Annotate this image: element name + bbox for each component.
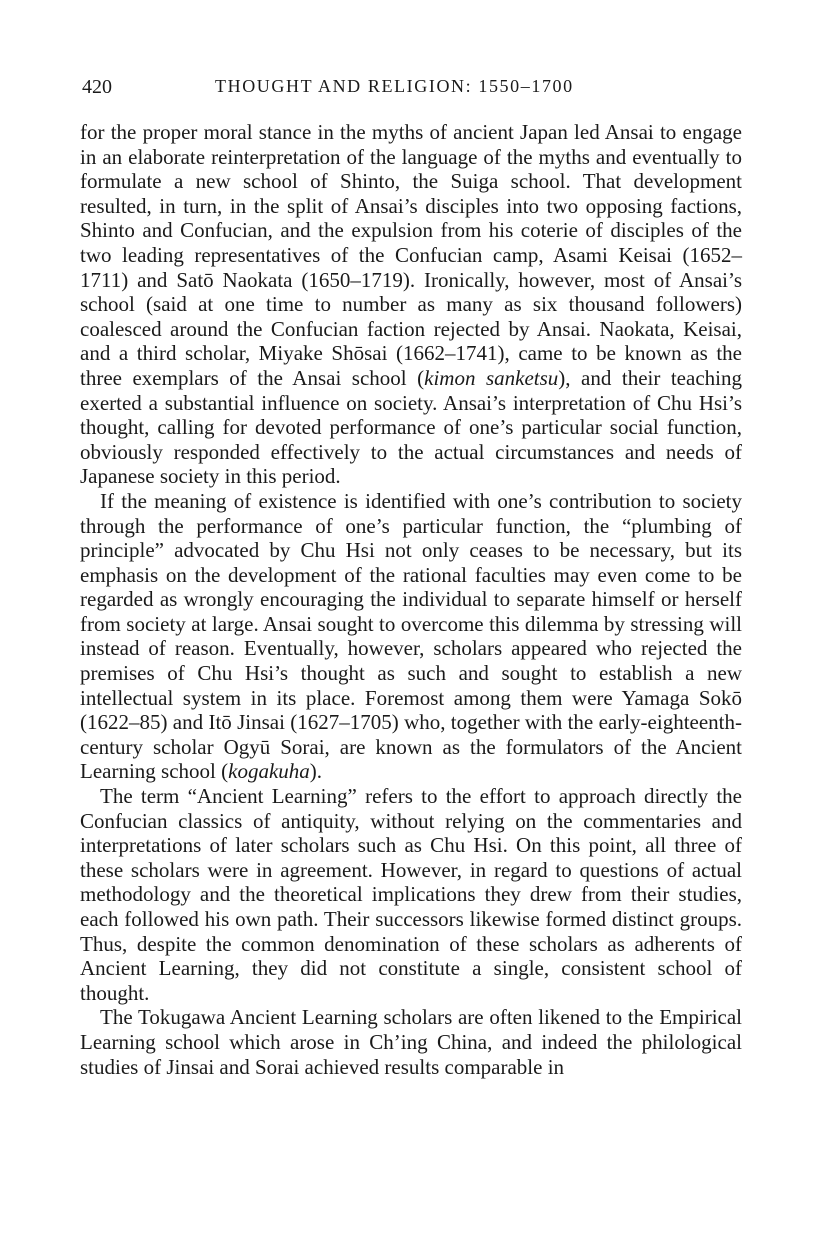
body-text bbox=[80, 120, 742, 1079]
paragraph-4 bbox=[80, 1005, 742, 1079]
paragraph-2-text-a: If the meaning of existence is identified with one’s contribution to society through the performance of one’s particular function, the “plumbing of principle” advocated by Chu Hsi not only ceases to be necessary, but its emphasis on the development of the rational faculties may even come to be regarded as wrongly encouraging the individual to separate himself or herself from society at large. Ansai sought to overcome this dilemma by stressing will instead of reason. Eventually, however, scholars appeared who rejected the premises of Chu Hsi’s thought as such and sought to establish a new intellectual system in its place. Foremost among them were Yamaga Sokō (1622–85) and Itō Jinsai (1627–1705) who, together with the early-eighteenth-century scholar Ogyū Sorai, are known as the formulators of the Ancient Learning school ( bbox=[80, 488, 742, 784]
paragraph-4-text: The Tokugawa Ancient Learning scholars are often likened to the Empirical Learning school which arose in Ch’ing China, and indeed the philological studies of Jinsai and Sorai achieved results comparable in bbox=[80, 1005, 742, 1079]
paragraph-1-term-kimon-sanketsu: kimon sanketsu bbox=[424, 365, 559, 390]
page-number: 420 bbox=[82, 76, 112, 98]
book-page bbox=[80, 72, 742, 1079]
paragraph-3-text: The term “Ancient Learning” refers to the effort to approach directly the Confucian classics of antiquity, without relying on the commentaries and interpretations of later scholars such as Chu Hsi. On this point, all three of these scholars were in agreement. However, in regard to questions of actual methodology and the theoretical implications they drew from their studies, each followed his own path. Their successors likewise formed distinct groups. Thus, despite the common denomination of these scholars as adherents of Ancient Learning, they did not constitute a single, consistent school of thought. bbox=[80, 784, 742, 1005]
paragraph-1 bbox=[80, 120, 742, 489]
chapter-title: THOUGHT AND RELIGION: 1550–1700 bbox=[215, 76, 574, 96]
paragraph-2 bbox=[80, 489, 742, 784]
paragraph-1-text-a: for the proper moral stance in the myths of ancient Japan led Ansai to engage in an elaborate reinterpretation of the language of the myths and eventually to formulate a new school of Shinto, the Suiga school. That development resulted, in turn, in the split of Ansai’s disciples into two opposing factions, Shinto and Confucian, and the expulsion from his coterie of disciples of the two leading representatives of the Confucian camp, Asami Keisai (1652–1711) and Satō Naokata (1650–1719). Ironically, however, most of Ansai’s school (said at one time to number as many as six thousand followers) coalesced around the Confucian faction rejected by Ansai. Naokata, Keisai, and a third scholar, Miyake Shōsai (1662–1741), came to be known as the three exemplars of the Ansai school ( bbox=[80, 120, 742, 390]
paragraph-2-term-kogakuha: kogakuha bbox=[228, 759, 310, 784]
paragraph-3 bbox=[80, 784, 742, 1005]
paragraph-1-text-b: ), and their teaching exerted a substantial influence on society. Ansai’s interpretation of Chu Hsi’s thought, calling for devoted performance of one’s particular social function, obviously responded effectively to the actual circumstances and needs of Japanese society in this period. bbox=[80, 365, 742, 489]
paragraph-2-text-b: ). bbox=[309, 759, 323, 784]
running-head bbox=[80, 72, 742, 102]
